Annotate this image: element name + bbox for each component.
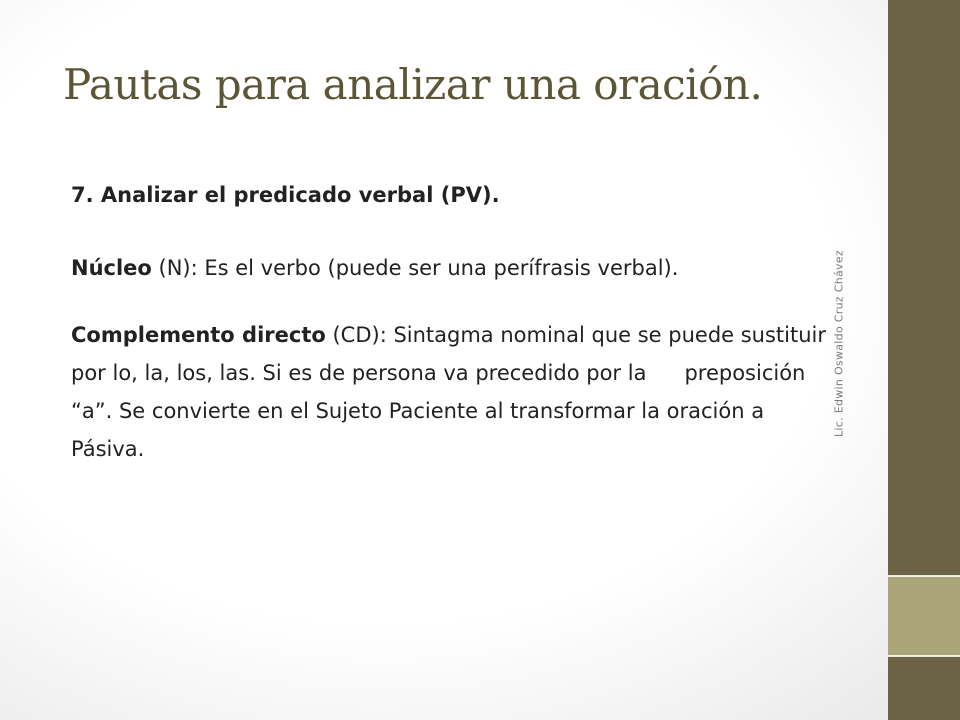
sidebar-divider-top <box>888 575 960 577</box>
nucleo-term: Núcleo <box>71 256 152 280</box>
complemento-paragraph <box>71 316 831 468</box>
slide-title: Pautas para analizar una oración. <box>63 60 763 109</box>
complemento-term: Complemento directo <box>71 323 326 347</box>
complemento-definition-part-2: preposición “a”. Se convierte en el Sujeto Paciente al transformar la oración a Pásiva. <box>71 361 806 461</box>
author-caption: Lic. Edwin Oswaldo Cruz Chávez <box>832 250 846 437</box>
sidebar-divider-bottom <box>888 655 960 657</box>
slide-content <box>71 175 831 497</box>
nucleo-definition: (N): Es el verbo (puede ser una perífrasis verbal). <box>151 256 679 280</box>
sidebar-dark-block <box>888 0 960 576</box>
nucleo-paragraph <box>71 249 831 287</box>
sidebar-dark-bottom-block <box>888 656 960 720</box>
decorative-sidebar <box>888 0 960 720</box>
section-heading: 7. Analizar el predicado verbal (PV). <box>71 183 500 207</box>
complemento-definition-part-1: (CD): Sintagma nominal que se puede sustituir por lo, la, los, las. Si es de persona va precedido por la <box>71 323 827 385</box>
sidebar-accent-block <box>888 576 960 656</box>
